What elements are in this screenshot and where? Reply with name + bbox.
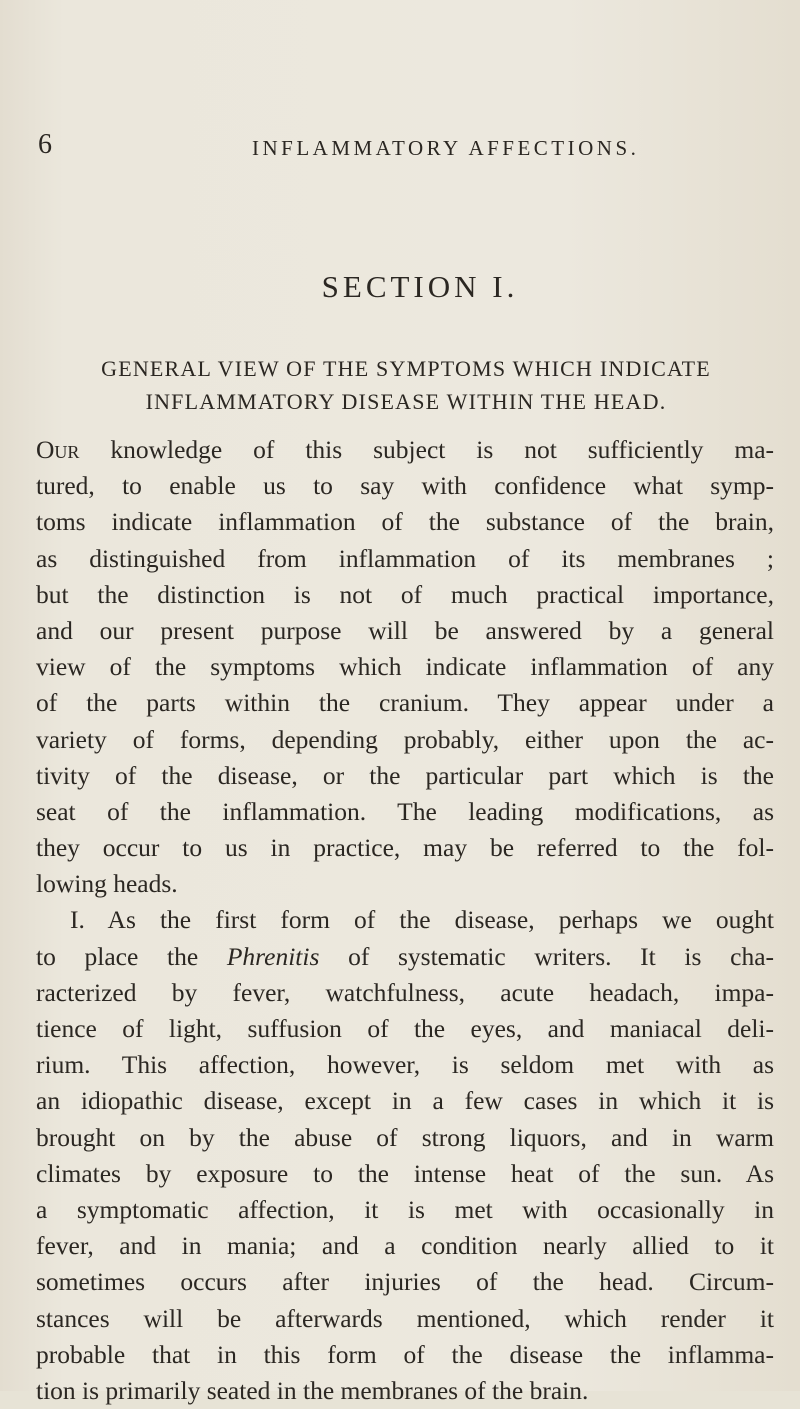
text-line: but the distinction is not of much practical importance, — [36, 579, 774, 609]
text-line: of the parts within the cranium. They appear under a — [36, 688, 774, 718]
text-line: tivity of the disease, or the particular part which is the — [36, 760, 774, 790]
text-line: as distinguished from inflammation of its membranes ; — [36, 543, 774, 573]
text-line: variety of forms, depending probably, either upon the ac- — [36, 724, 774, 754]
subheading-line: GENERAL VIEW OF THE SYMPTOMS WHICH INDICATE — [101, 356, 711, 381]
text-line: rium. This affection, however, is seldom met with as — [36, 1050, 774, 1080]
page-number: 6 — [38, 129, 52, 160]
text-line: they occur to us in practice, may be referred to the fol- — [36, 833, 774, 863]
subheading-line: INFLAMMATORY DISEASE WITHIN THE HEAD. — [145, 389, 667, 414]
text-line: tion is primarily seated in the membranes of the brain. — [36, 1375, 589, 1405]
text-line: probable that in this form of the disease the inflamma- — [36, 1339, 774, 1369]
body-text — [36, 432, 774, 1409]
text-line: brought on by the abuse of strong liquors, and in warm — [36, 1122, 774, 1152]
text-line: seat of the inflammation. The leading modifications, as — [36, 796, 774, 826]
text-line: Our knowledge of this subject is not sufficiently ma- — [36, 435, 774, 464]
text-line: toms indicate inflammation of the substance of the brain, — [36, 507, 774, 537]
text-line: and our present purpose will be answered by a general — [36, 615, 774, 645]
text-line: an idiopathic disease, except in a few cases in which it is — [36, 1086, 774, 1116]
section-subheading — [36, 352, 776, 418]
text-line: tience of light, suffusion of the eyes, and maniacal deli- — [36, 1014, 774, 1043]
text-line: view of the symptoms which indicate inflammation of any — [36, 652, 774, 682]
running-title: INFLAMMATORY AFFECTIONS. — [252, 136, 640, 160]
text-line: tured, to enable us to say with confidence what symp- — [36, 471, 774, 501]
text-line: racterized by fever, watchfulness, acute headach, impa- — [36, 977, 774, 1007]
text-line: fever, and in mania; and a condition nearly allied to it — [36, 1231, 774, 1261]
text-line: stances will be afterwards mentioned, which render it — [36, 1303, 774, 1333]
paragraph — [36, 902, 774, 1409]
running-head — [0, 128, 800, 168]
text-line: climates by exposure to the intense heat of the sun. As — [36, 1158, 774, 1188]
text-line: I. As the first form of the disease, perhaps we ought — [70, 905, 774, 935]
text-line: to place the Phrenitis of systematic writers. It is cha- — [36, 941, 775, 971]
text-line: lowing heads. — [36, 869, 178, 899]
section-heading: SECTION I. — [321, 269, 519, 304]
italic-term: Phrenitis — [226, 941, 320, 971]
drop-word: Our — [36, 435, 80, 464]
text-line: a symptomatic affection, it is met with occasionally in — [36, 1194, 774, 1224]
paragraph — [36, 432, 774, 902]
text-line: sometimes occurs after injuries of the head. Circum- — [36, 1267, 774, 1297]
